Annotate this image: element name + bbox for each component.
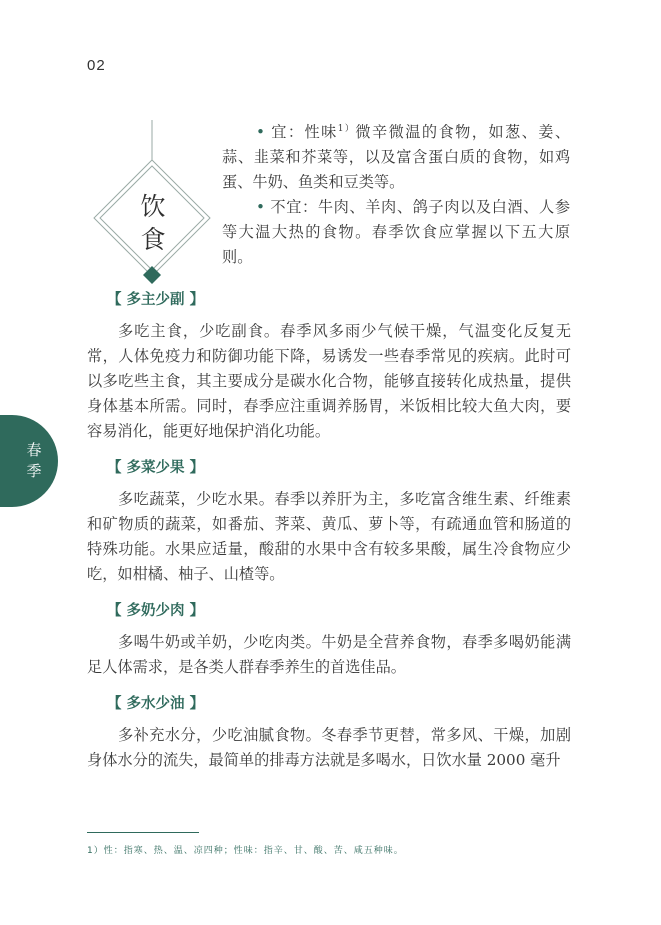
- intro-text-before: 宜：性味: [271, 123, 338, 141]
- intro: [222, 120, 570, 270]
- emblem-title: 饮食: [140, 192, 166, 254]
- intro-text: 不宜：牛肉、羊肉、鸽子肉以及白酒、人参等大温大热的食物。春季饮食应掌握以下五大原则。: [222, 198, 571, 266]
- intro-text-after: 微辛微温的食物，如葱、姜、蒜、韭菜和芥菜等，以及富含蛋白质的食物，如鸡蛋、牛奶、鱼类和豆类等。: [222, 123, 571, 191]
- intro-paragraph-suitable: [222, 120, 570, 195]
- season-tab-label: 春季: [26, 441, 42, 480]
- intro-paragraph-unsuitable: [222, 195, 570, 270]
- section-more-staple: [87, 288, 571, 444]
- bullet-icon: •: [256, 123, 265, 141]
- page-number: 02: [87, 57, 106, 74]
- section-body: 多吃蔬菜，少吃水果。春季以养肝为主，多吃富含维生素、纤维素和矿物质的蔬菜，如番茄、荠菜、黄瓜、萝卜等，有疏通血管和肠道的特殊功能。水果应适量，酸甜的水果中含有较多果酸，属生冷食物应少吃，如柑橘、柚子、山楂等。: [87, 490, 571, 583]
- bullet-icon: •: [256, 198, 265, 216]
- section-body: 多吃主食，少吃副食。春季风多雨少气候干燥，气温变化反复无常，人体免疫力和防御功能下降，易诱发一些春季常见的疾病。此时可以多吃些主食，其主要成分是碳水化合物，能够直接转化成热量，提供身体基本所需。同时，春季应注重调养肠胃，米饭相比较大鱼大肉，要容易消化，能更好地保护消化功能。: [87, 322, 571, 440]
- content: [87, 288, 571, 785]
- section-more-vegetables: [87, 456, 571, 587]
- footnote-marker: 1）: [337, 124, 356, 134]
- section-heading: 【 多奶少肉 】: [107, 603, 205, 619]
- section-body: 多补充水分，少吃油腻食物。冬春季节更替，常多风、干燥，加剧身体水分的流失，最简单的排毒方法就是多喝水，日饮水量 2000 毫升: [87, 726, 571, 769]
- section-heading: 【 多菜少果 】: [107, 460, 205, 476]
- section-body: 多喝牛奶或羊奶，少吃肉类。牛奶是全营养食物，春季多喝奶能满足人体需求，是各类人群春季养生的首选佳品。: [87, 633, 571, 676]
- footnote-rule: [87, 832, 199, 833]
- section-heading: 【 多主少副 】: [107, 292, 205, 308]
- footnote: 1）性：指寒、热、温、凉四种；性味：指辛、甘、酸、苦、咸五种味。: [87, 846, 404, 856]
- section-more-milk: [87, 599, 571, 680]
- section-more-water: [87, 692, 571, 773]
- section-heading: 【 多水少油 】: [107, 696, 205, 712]
- emblem: [92, 120, 212, 290]
